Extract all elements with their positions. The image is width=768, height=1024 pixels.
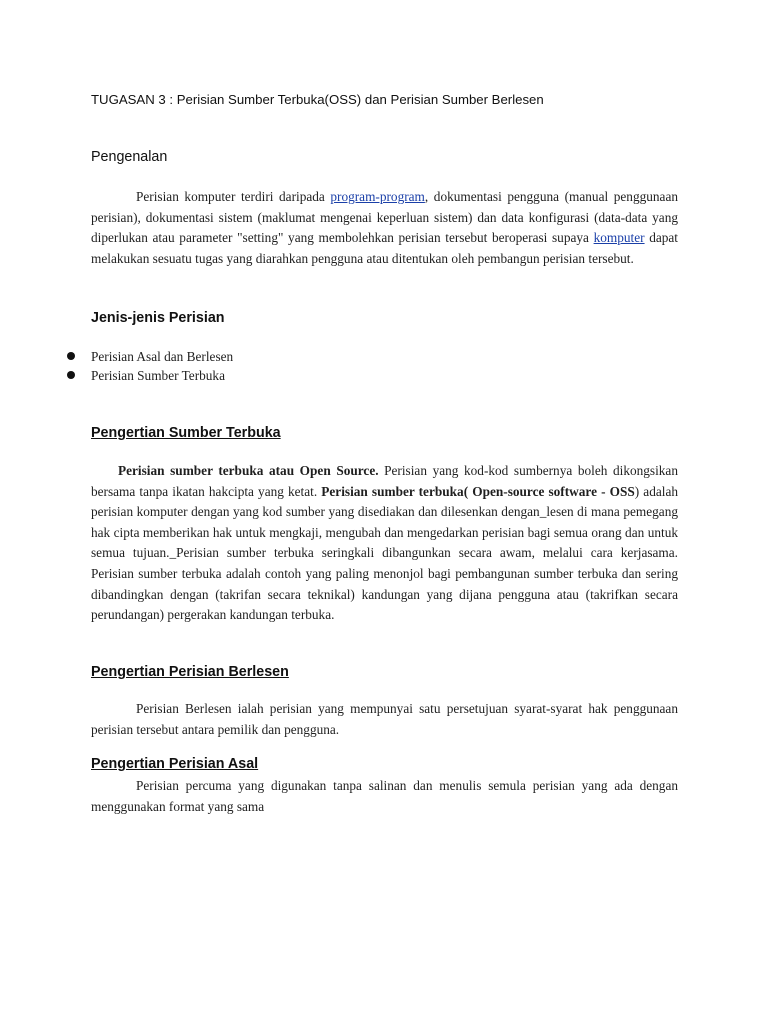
link-program-program[interactable]: program-program [330,189,425,204]
intro-text-2: , dokumentasi pengguna (manual penggunaan perisian), dokumentasi sistem (maklumat mengenai keperluan sistem) dan data konfigurasi (data-data yang diperlukan atau parameter "setting" yang membolehkan perisian tersebut beroperasi supaya [91,189,678,246]
heading-jenis-perisian: Jenis-jenis Perisian [91,310,225,326]
heading-pengertian-perisian-asal: Pengertian Perisian Asal [91,756,259,772]
jenis-perisian-list [66,347,233,385]
bullet-icon [67,352,75,360]
paragraph-pengenalan [91,187,678,269]
list-item-label: Perisian Asal dan Berlesen [91,349,234,364]
oss-bold-1: Perisian sumber terbuka atau Open Source. [118,463,379,478]
heading-pengertian-sumber-terbuka: Pengertian Sumber Terbuka [91,425,281,441]
bullet-icon [67,371,75,379]
intro-text-1: Perisian komputer terdiri daripada [136,189,331,204]
list-item-label: Perisian Sumber Terbuka [91,368,225,383]
oss-text-2: ) adalah perisian komputer dengan yang kod sumber yang disediakan dan dilesenkan dengan_lesen di mana pemegang hak cipta memberikan hak untuk mengkaji, mengubah dan mengedarkan perisian bagi semua orang dan untuk semua tujuan._Perisian sumber terbuka seringkali dibangunkan secara awam, melalui cara kerjasama. Perisian sumber terbuka adalah contoh yang paling menonjol bagi pembangunan sumber terbuka dan sering dibandingkan dengan (takrifan secara teknikal) kandungan yang dijana pengguna atau (takrifkan secara perundangan) pergerakan kandungan terbuka. [91,483,678,623]
paragraph-berlesen: Perisian Berlesen ialah perisian yang mempunyai satu persetujuan syarat-syarat hak penggunaan perisian tersebut antara pemilik dan pengguna. [91,701,678,737]
intro-text-3: dapat melakukan sesuatu tugas yang diarahkan pengguna atau ditentukan oleh pembangun perisian tersebut. [91,230,679,266]
list-item [66,347,233,366]
heading-pengenalan: Pengenalan [91,149,168,165]
list-item [66,366,233,385]
paragraph-sumber-terbuka [91,461,678,626]
paragraph-asal: Perisian percuma yang digunakan tanpa salinan dan menulis semula perisian yang ada dengan menggunakan format yang sama [91,778,678,814]
oss-text-1: Perisian yang kod-kod sumbernya boleh dikongsikan bersama tanpa ikatan hakcipta yang ketat. [91,463,678,499]
heading-pengertian-perisian-berlesen: Pengertian Perisian Berlesen [91,664,289,680]
oss-bold-2: Perisian sumber terbuka( Open-source software - OSS [321,483,635,499]
document-title: TUGASAN 3 : Perisian Sumber Terbuka(OSS) dan Perisian Sumber Berlesen [91,92,544,107]
link-komputer[interactable]: komputer [593,230,645,246]
